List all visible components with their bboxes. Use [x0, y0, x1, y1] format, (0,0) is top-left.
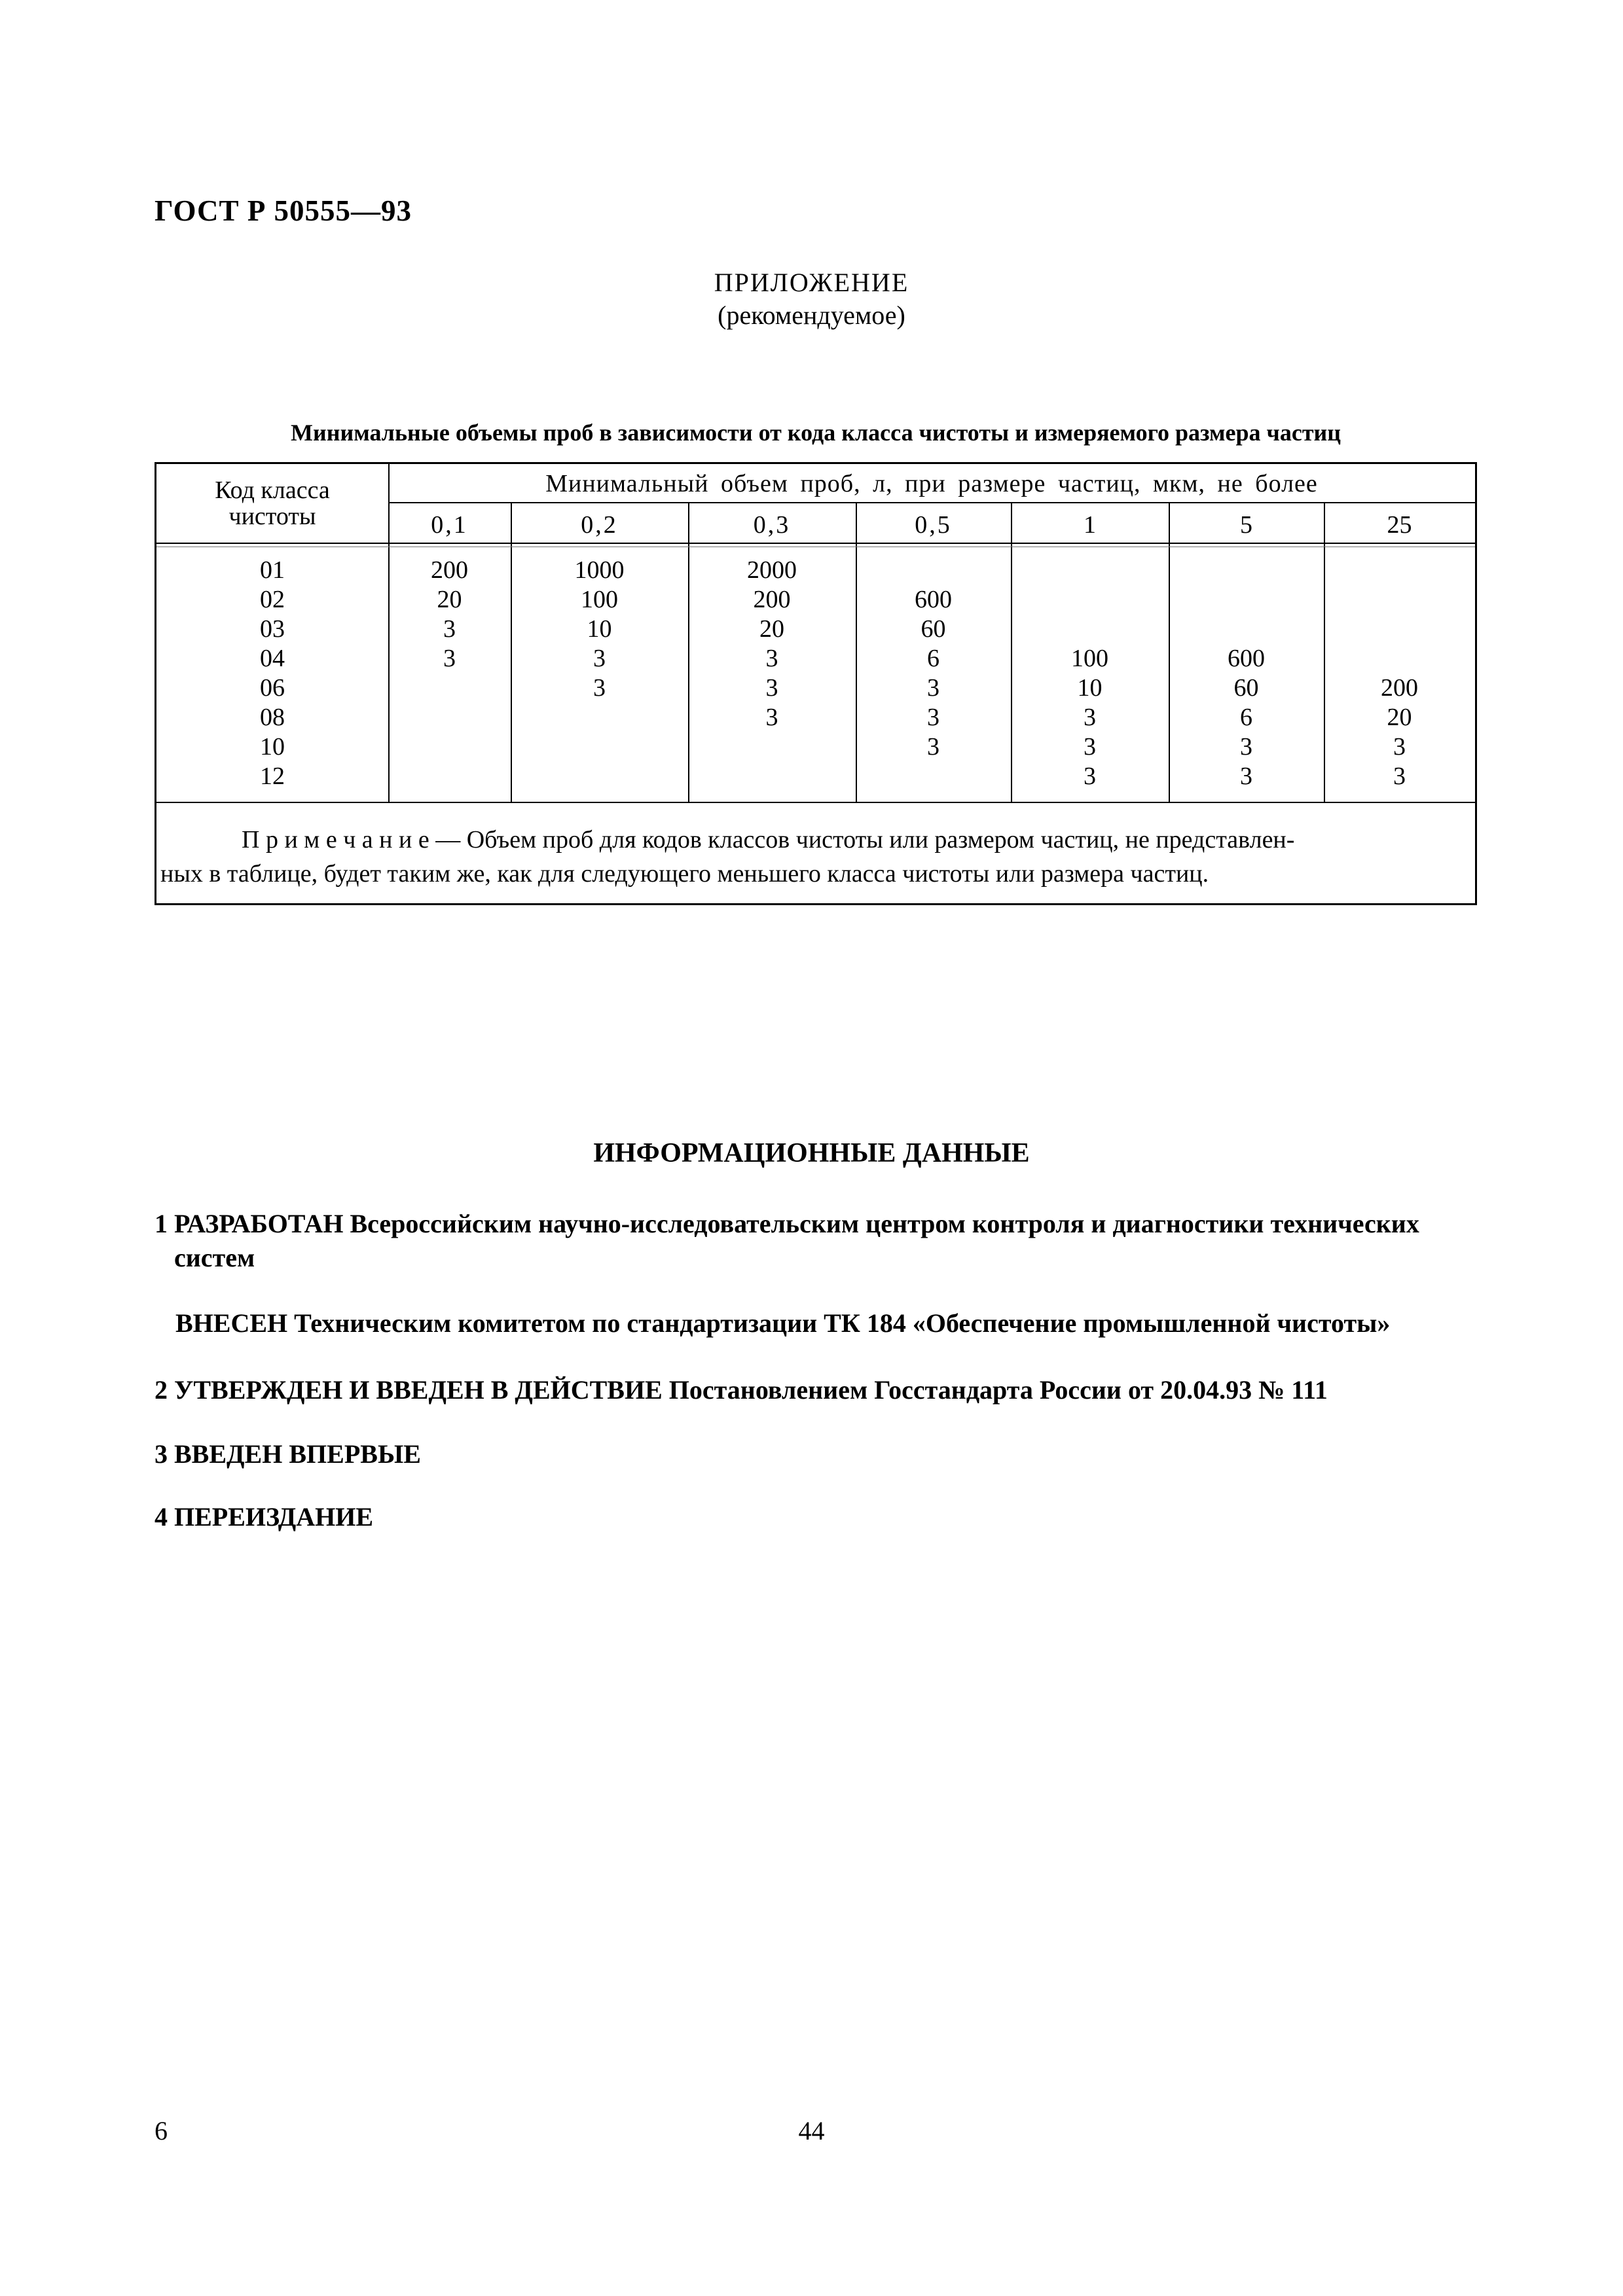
volume-cell: 600: [1228, 645, 1265, 672]
volume-cell: 10: [1077, 674, 1103, 702]
volume-cell: 60: [921, 615, 946, 643]
class-header-line2: чистоты: [228, 503, 316, 530]
info-item-2: 2 УТВЕРЖДЕН И ВВЕДЕН В ДЕЙСТВИЕ Постановлением Госстандарта России от 20.04.93 № 111: [155, 1375, 1328, 1405]
volume-cell: 3: [1393, 762, 1406, 790]
volume-cell: 60: [1233, 674, 1259, 702]
volume-cell: 3: [1084, 704, 1096, 731]
volume-cell: 200: [1381, 674, 1418, 702]
volume-cell: 3: [765, 704, 778, 731]
info-item-introduced: ВНЕСЕН Техническим комитетом по стандартизации ТК 184 «Обеспечение промышленной чистоты»: [175, 1308, 1391, 1338]
size-header: 0,2: [581, 511, 618, 539]
volume-cell: 3: [927, 674, 939, 702]
volume-cell: 3: [1084, 733, 1096, 761]
info-item-1-cont: систем: [174, 1243, 255, 1272]
size-header: 25: [1387, 511, 1412, 539]
size-header: 5: [1240, 511, 1252, 539]
class-header-line1: Код класса: [215, 476, 330, 504]
volume-cell: 100: [581, 586, 618, 613]
volume-cell: 200: [431, 556, 468, 584]
size-header: 0,5: [915, 511, 952, 539]
volume-cell: 3: [927, 704, 939, 731]
class-code-cell: 03: [260, 615, 285, 643]
volume-cell: 20: [437, 586, 462, 613]
appendix-title: ПРИЛОЖЕНИЕ: [714, 268, 909, 297]
volume-cell: 3: [1240, 733, 1252, 761]
volume-cell: 2000: [747, 556, 797, 584]
table-note-line1: [242, 823, 1459, 857]
class-code-cell: 02: [260, 586, 285, 613]
note-label: П р и м е ч а н и е —: [242, 826, 461, 853]
table-note-line2: ных в таблице, будет таким же, как для следующего меньшего класса чистоты или размера частиц.: [160, 860, 1209, 888]
volume-cell: 3: [765, 645, 778, 672]
volume-cell: 3: [765, 674, 778, 702]
volume-cell: 6: [1240, 704, 1252, 731]
size-header: 0,3: [753, 511, 791, 539]
center-page-number: 44: [798, 2116, 825, 2145]
volume-cell: 100: [1071, 645, 1108, 672]
class-code-cell: 04: [260, 645, 285, 672]
table-divider: [388, 502, 1475, 503]
volume-cell: 3: [443, 615, 456, 643]
volume-cell: 20: [1387, 704, 1412, 731]
volume-cell: 20: [759, 615, 784, 643]
volume-cell: 3: [443, 645, 456, 672]
info-title: ИНФОРМАЦИОННЫЕ ДАННЫЕ: [593, 1138, 1030, 1168]
document-code: ГОСТ Р 50555—93: [155, 194, 412, 227]
volume-header: Минимальный объем проб, л, при размере частиц, мкм, не более: [545, 470, 1318, 497]
table-divider: [156, 543, 1475, 544]
volume-cell: 200: [753, 586, 791, 613]
class-code-cell: 10: [260, 733, 285, 761]
table-divider: [156, 802, 1475, 803]
class-code-cell: 12: [260, 762, 285, 790]
volume-cell: 3: [1240, 762, 1252, 790]
info-item-3: 3 ВВЕДЕН ВПЕРВЫЕ: [155, 1439, 421, 1469]
volume-cell: 600: [915, 586, 952, 613]
volume-cell: 10: [587, 615, 612, 643]
volume-cell: 3: [1393, 733, 1406, 761]
class-code-cell: 06: [260, 674, 285, 702]
volume-cell: 6: [927, 645, 939, 672]
size-header: 0,1: [431, 511, 468, 539]
size-header: 1: [1084, 511, 1096, 539]
table-caption: Минимальные объемы проб в зависимости от кода класса чистоты и измеряемого размера частиц: [291, 420, 1341, 446]
volume-cell: 3: [593, 645, 606, 672]
samples-table: [155, 462, 1477, 905]
volume-cell: 1000: [574, 556, 625, 584]
note-text: Объем проб для кодов классов чистоты или размером частиц, не представлен-: [466, 826, 1295, 853]
info-item-1: 1 РАЗРАБОТАН Всероссийским научно-исследовательским центром контроля и диагностики технических: [155, 1209, 1419, 1238]
volume-cell: 3: [593, 674, 606, 702]
volume-cell: 3: [927, 733, 939, 761]
class-code-cell: 08: [260, 704, 285, 731]
info-item-4: 4 ПЕРЕИЗДАНИЕ: [155, 1502, 374, 1532]
page-number: 6: [155, 2116, 168, 2145]
class-code-cell: 01: [260, 556, 285, 584]
appendix-subtitle: (рекомендуемое): [718, 300, 905, 330]
volume-cell: 3: [1084, 762, 1096, 790]
